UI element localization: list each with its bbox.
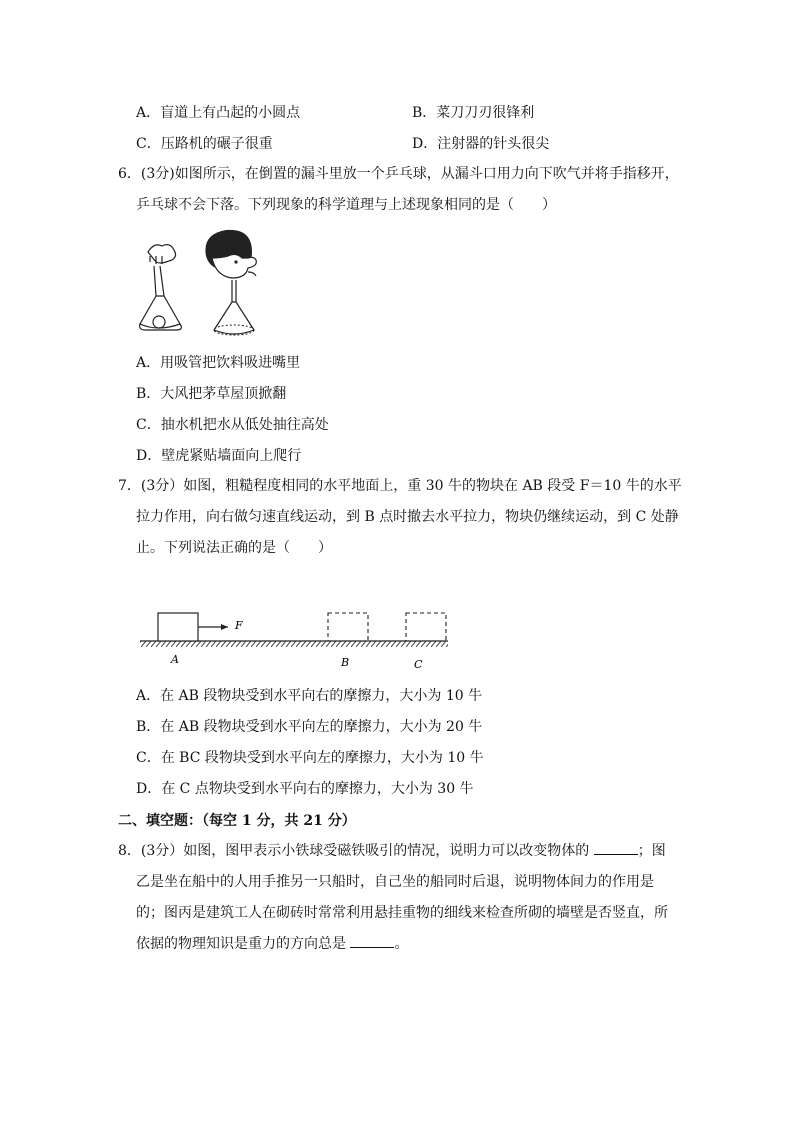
q6-option-a: A．用吸管把饮料吸进嘴里 — [136, 355, 301, 371]
q8-line1-text: 8．(3分）如图，图甲表示小铁球受磁铁吸引的情况，说明力可以改变物体的 — [118, 843, 590, 859]
q6-option-b: B．大风把茅草屋顶掀翻 — [136, 386, 287, 402]
q6-option-d: D．壁虎紧贴墙面向上爬行 — [136, 448, 302, 464]
q8-stem-line2: 乙是坐在船中的人用手推另一只船时，自己坐的船同时后退，说明物体间力的作用是 — [136, 874, 654, 890]
block-at-a — [158, 613, 198, 641]
q6-funnel-figure — [136, 228, 276, 340]
q7-option-b: B．在 AB 段物块受到水平向左的摩擦力，大小为 20 牛 — [136, 719, 483, 735]
point-a-label: A — [171, 653, 179, 666]
q7-stem-line2: 拉力作用，向右做匀速直线运动，到 B 点时撤去水平拉力，物块仍继续运动，到 C 处静 — [136, 509, 679, 525]
q5-option-a: A．盲道上有凸起的小圆点 — [136, 105, 301, 121]
q8-stem-line3: 的；图丙是建筑工人在砌砖时常常利用悬挂重物的细线来检查所砌的墙壁是否竖直，所 — [136, 905, 668, 921]
block-at-b — [328, 613, 368, 641]
q7-option-a: A．在 AB 段物块受到水平向右的摩擦力，大小为 10 牛 — [136, 688, 483, 704]
q7-option-d: D．在 C 点物块受到水平向右的摩擦力，大小为 30 牛 — [136, 781, 474, 797]
hand-funnel-illustration — [140, 245, 182, 330]
q7-stem-line3: 止。下列说法正确的是（ ） — [136, 540, 332, 556]
q8-stem-line1 — [118, 836, 666, 867]
q7-option-c: C．在 BC 段物块受到水平向左的摩擦力，大小为 10 牛 — [136, 750, 484, 766]
q5-option-c: C．压路机的碾子很重 — [136, 136, 273, 152]
q8-stem-line4 — [136, 929, 408, 960]
boy-blowing-illustration — [205, 230, 256, 335]
point-c-label: C — [414, 658, 423, 671]
point-b-label: B — [341, 656, 350, 669]
q8-line1-tail: ；图 — [637, 843, 666, 859]
q6-option-c: C．抽水机把水从低处抽往高处 — [136, 417, 329, 433]
block-at-c — [406, 613, 446, 641]
q6-stem-line1: 6．(3分)如图所示，在倒置的漏斗里放一个乒乓球，从漏斗口用力向下吹气并将手指移开， — [118, 166, 679, 182]
force-arrowhead — [221, 624, 228, 630]
q8-blank-2[interactable] — [350, 935, 394, 948]
q8-line4-text: 依据的物理知识是重力的方向总是 — [136, 936, 346, 952]
q6-stem-line2: 乒乓球不会下落。下列现象的科学道理与上述现象相同的是（ ） — [136, 197, 556, 213]
q7-stem-line1: 7．(3分）如图，粗糙程度相同的水平地面上，重 30 牛的物块在 AB 段受 F＝10 牛的水平 — [118, 478, 682, 494]
force-label: F — [235, 619, 243, 632]
q8-line4-tail: 。 — [394, 936, 409, 952]
q7-friction-figure — [136, 605, 456, 675]
q8-blank-1[interactable] — [594, 842, 638, 855]
q5-option-d: D．注射器的针头很尖 — [412, 136, 550, 152]
q5-option-b: B．菜刀刀刃很锋利 — [412, 105, 535, 121]
ground-hatch — [140, 641, 448, 647]
section-2-title: 二、填空题：（每空 1 分，共 21 分） — [118, 813, 356, 829]
